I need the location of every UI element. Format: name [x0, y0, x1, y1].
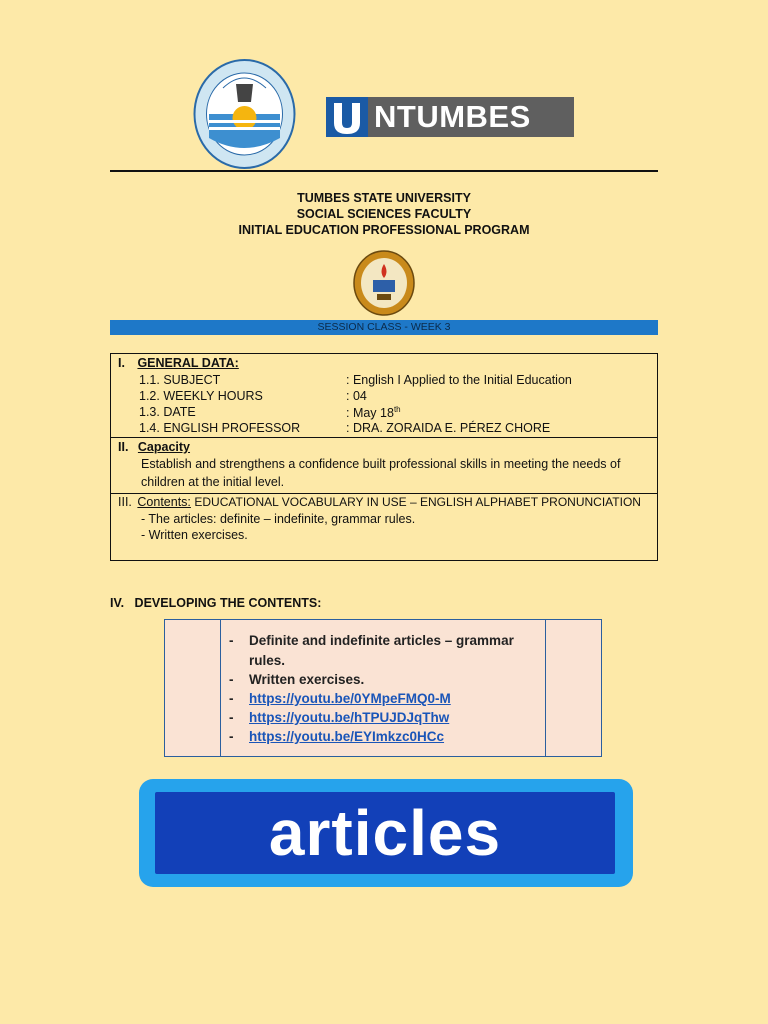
list-item: rules.	[249, 653, 286, 668]
list-item: - Definite and indefinite articles – grammar	[229, 633, 514, 648]
program-name: INITIAL EDUCATION PROFESSIONAL PROGRAM	[238, 223, 530, 237]
data-row-value: : DRA. ZORAIDA E. PÉREZ CHORE	[346, 421, 551, 435]
faculty-name: SOCIAL SCIENCES FACULTY	[296, 207, 472, 221]
faculty-seal-logo	[353, 250, 415, 316]
capacity-section	[111, 438, 657, 494]
list-item: - Written exercises.	[229, 672, 365, 687]
developing-heading: IV. DEVELOPING THE CONTENTS:	[110, 596, 322, 610]
articles-banner	[139, 779, 633, 887]
capacity-heading: Capacity	[137, 440, 191, 454]
data-row-label: 1.3. DATE	[139, 405, 196, 419]
session-bar: SESSION CLASS - WEEK 3	[110, 320, 658, 335]
data-row-value: : English I Applied to the Initial Education	[346, 373, 572, 387]
video-link[interactable]: https://youtu.be/EYImkzc0HCc	[249, 729, 445, 744]
capacity-text: Establish and strengthens a confidence built professional skills in meeting the needs of	[141, 457, 621, 471]
brand-text: NTUMBES	[374, 99, 531, 134]
data-row-value: : 04	[346, 389, 367, 403]
video-link-item: - https://youtu.be/0YMpeFMQ0-M	[229, 691, 451, 706]
table-cell-content	[221, 620, 546, 756]
section-number: I.	[118, 356, 125, 370]
video-link-item: - https://youtu.be/EYImkzc0HCc	[229, 729, 445, 744]
data-row-label: 1.4. ENGLISH PROFESSOR	[139, 421, 301, 435]
general-data-table	[110, 353, 658, 561]
contents-title: EDUCATIONAL VOCABULARY IN USE – ENGLISH ALPHABET PRONUNCIATION	[194, 495, 641, 509]
contents-section	[111, 494, 657, 560]
table-cell-right	[545, 620, 601, 756]
table-cell-left	[165, 620, 221, 756]
header-rule	[110, 170, 658, 172]
untumbes-brand-logo	[326, 97, 574, 137]
university-seal-logo	[193, 58, 296, 170]
capacity-text: children at the initial level.	[141, 475, 285, 489]
university-name: TUMBES STATE UNIVERSITY	[297, 191, 471, 205]
data-row-label: 1.2. WEEKLY HOURS	[139, 389, 263, 403]
contents-item: - Written exercises.	[141, 528, 248, 542]
banner-inner	[155, 792, 615, 874]
video-link[interactable]: https://youtu.be/hTPUJDJqThw	[249, 710, 450, 725]
banner-text: articles	[268, 797, 502, 869]
contents-item: - The articles: definite – indefinite, grammar rules.	[141, 512, 416, 526]
u-letter-icon	[326, 97, 368, 137]
video-link[interactable]: https://youtu.be/0YMpeFMQ0-M	[249, 691, 451, 706]
contents-heading: Contents:	[137, 495, 191, 509]
developing-contents-table	[164, 619, 602, 757]
section-number: II.	[118, 440, 129, 454]
section-number: III.	[118, 495, 132, 509]
data-row-value: : May 18th	[346, 405, 401, 421]
video-link-item: - https://youtu.be/hTPUJDJqThw	[229, 710, 450, 725]
data-row-label: 1.1. SUBJECT	[139, 373, 221, 387]
general-data-heading: GENERAL DATA:	[137, 356, 239, 370]
general-data-section	[111, 354, 657, 438]
